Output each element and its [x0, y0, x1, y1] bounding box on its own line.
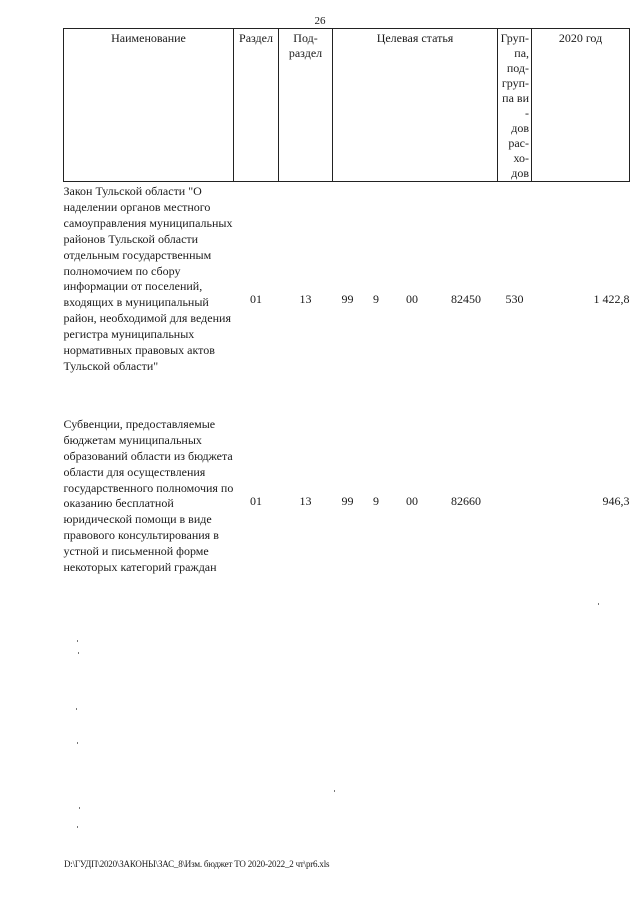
- row-target-event: 00: [406, 493, 418, 508]
- row-subsection: 13: [299, 291, 312, 306]
- scan-speck: [77, 826, 78, 828]
- header-year-2020: 2020 год: [532, 29, 630, 182]
- footer-file-path: D:\ГУДП\2020\ЗАКОНЫ\ЗАС_8\Изм. бюджет ТО 2020-2022_2 чт\pr6.xls: [64, 859, 330, 869]
- row-amount-2020: 1 422,8: [593, 291, 630, 306]
- scan-speck: [77, 640, 78, 642]
- row-subsection: 13: [299, 493, 312, 508]
- row-name: Субвенции, предоставляемые бюджетам муниципальных образований области из бюджета области для осуществления государственного полномочия по оказанию бесплатной юридической помощи в виде правового консультирования в устной и письменной форме некоторых категорий граждан: [63, 416, 234, 575]
- row-target-program: 99: [341, 291, 354, 306]
- header-subsection: Под- раздел: [279, 29, 333, 182]
- scan-speck: [76, 708, 77, 710]
- row-target-code: 82450: [451, 291, 481, 306]
- row-name: Закон Тульской области "О наделении органов местного самоуправления муниципальных районов Тульской области отдельным государственным полномочием по сбору информации от поселений, входящих в муниципальный район, необходимой для ведения регистра муниципальных нормативных правовых актов Тульской области": [63, 184, 233, 373]
- header-section: Раздел: [234, 29, 279, 182]
- row-target-event: 00: [406, 291, 418, 306]
- table-row: [64, 417, 630, 586]
- header-expense-group: Груп- па, под- груп- па ви- дов рас- хо- дов: [498, 29, 532, 182]
- table-header: [64, 29, 630, 182]
- header-name: Наименование: [64, 29, 234, 182]
- scan-speck: [78, 652, 79, 654]
- header-target-article: Целевая статья: [333, 29, 498, 182]
- page-number: 26: [314, 15, 326, 27]
- row-expense-group: [498, 417, 532, 586]
- row-target-code: 82660: [451, 493, 481, 508]
- budget-table: [63, 28, 630, 586]
- table-row: [64, 182, 630, 417]
- row-expense-group: 530: [505, 291, 524, 306]
- row-target-subprogram: 9: [373, 493, 379, 508]
- row-amount-2020: 946,3: [602, 493, 630, 508]
- scan-speck: [334, 790, 335, 792]
- scan-speck: [77, 742, 78, 744]
- row-section: 01: [250, 493, 262, 508]
- row-section: 01: [250, 291, 262, 306]
- scan-speck: [79, 807, 80, 809]
- row-target-subprogram: 9: [373, 291, 379, 306]
- scan-speck: [598, 603, 599, 605]
- row-target-program: 99: [341, 493, 354, 508]
